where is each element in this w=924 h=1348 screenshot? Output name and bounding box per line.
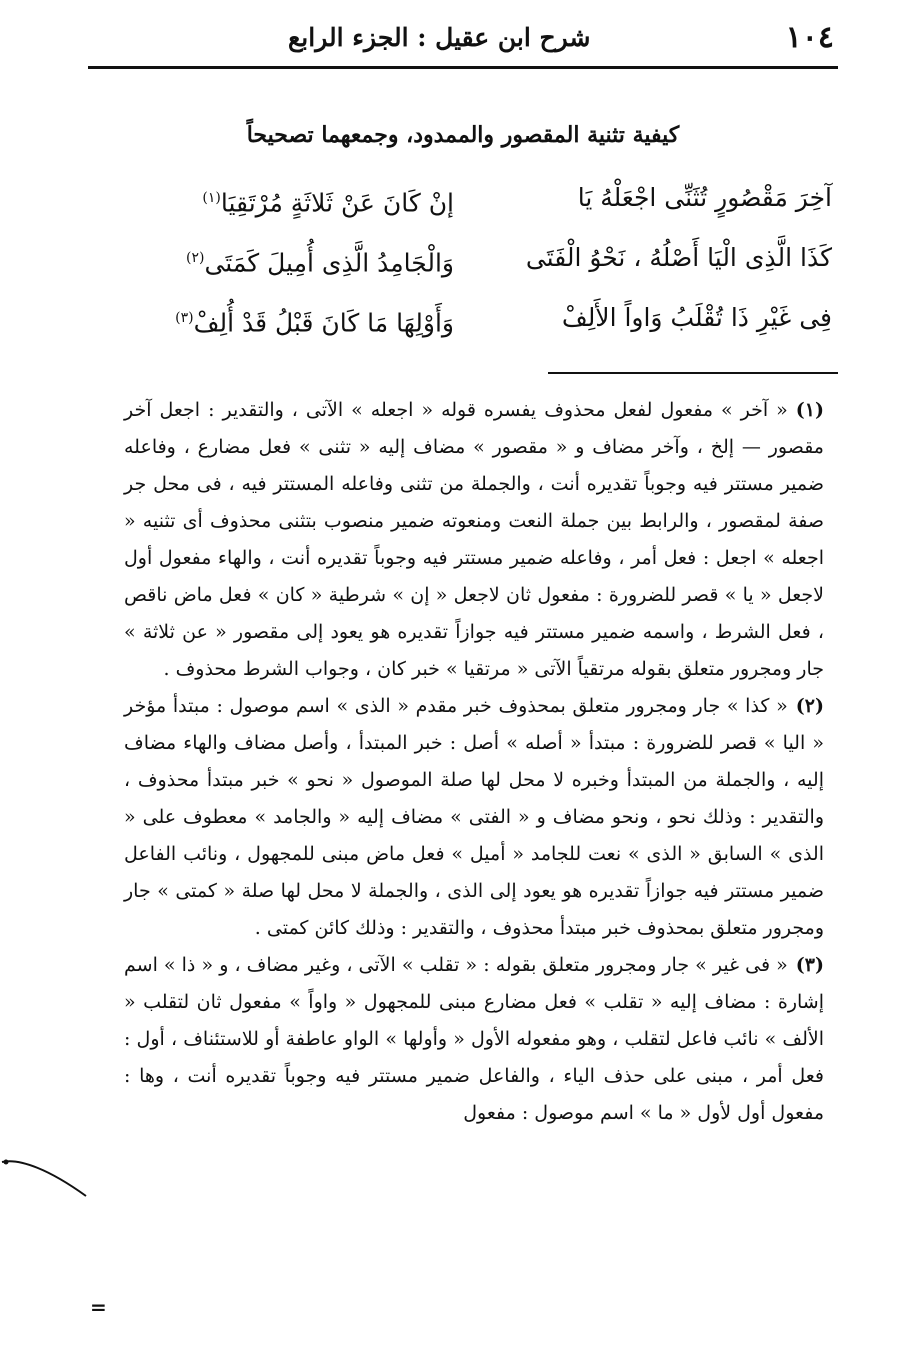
footnote-text: « آخر » مفعول لفعل محذوف يفسره قوله « اجعله » الآتى ، والتقدير : اجعل آخر مقصور — إلخ ، وآخر مضاف و « مقصور » مضاف إليه « تثنى » فعل مضارع ، وفاعله ضمير مستتر فيه وجوباً تقديره أنت ، والجملة من تثنى وفاعله المستتر فيه ، فى محل جر صفة لمقصور ، والرابط بين جملة النعت ومنعوته ضمير منصوب بتثنى محذوف أى تثنيه « اجعله » اجعل : فعل أمر ، وفاعله ضمير مستتر فيه وجوباً تقديره أنت ، والهاء مفعول أول لاجعل « يا » قصر للضرورة : مفعول ثان لاجعل « إن » شرطية « كان » فعل ماض ناقص ، فعل الشرط ، واسمه ضمير مستتر فيه جوازاً تقديره هو يعود إلى مقصور « عن ثلاثة » جار ومجرور متعلق بقوله مرتقياً الآتى « مرتقيا » خبر كان ، وجواب الشرط محذوف . <box>124 399 824 680</box>
footnote-reference[interactable]: (٣) <box>175 310 194 326</box>
verse-line <box>132 288 832 348</box>
footnote-reference[interactable]: (٢) <box>185 250 205 266</box>
verse-first-hemistich: فِى غَيْرِ ذَا تُقْلَبُ وَاواً الأَلِفْ <box>561 303 832 332</box>
footnote-text: « كذا » جار ومجرور متعلق بمحذوف خبر مقدم « الذى » اسم موصول : مبتدأ مؤخر « اليا » قصر للضرورة : مبتدأ « أصله » أصل : خبر المبتدأ ، وأصل مضاف والهاء مضاف إليه ، والجملة من المبتدأ وخبره لا محل لها صلة الموصول « نحو » خبر مبتدأ محذوف ، والتقدير : وذلك نحو ، ونحو مضاف و « الفتى » مضاف إليه « والجامد » معطوف على « الذى » السابق « الذى » نعت للجامد « أميل » فعل ماض مبنى للمجهول ، ونائب الفاعل ضمير مستتر فيه جوازاً تقديره هو يعود إلى الذى ، والجملة لا محل لها صلة « كمتى » جار ومجرور متعلق بمحذوف خبر مبتدأ محذوف ، والتقدير : وذلك كائن كمتى . <box>124 695 824 939</box>
footnote-marker: (٢) <box>795 695 824 717</box>
footnote <box>124 688 824 947</box>
verse-second-hemistich-text: إنْ كَانَ عَنْ ثَلاثَةٍ مُرْتَقِيَا <box>220 188 454 218</box>
footnote <box>124 392 824 688</box>
footnote <box>124 947 824 1132</box>
section-heading: كيفية تثنية المقصور والممدود، وجمعهما تصحيحاً <box>246 122 680 148</box>
verse-first-hemistich: كَذَا الَّذِى الْيَا أَصْلُهُ ، نَحْوُ الْفَتَى <box>525 243 832 272</box>
running-title: شرح ابن عقيل : الجزء الرابع <box>288 22 591 52</box>
margin-pen-stroke <box>0 1140 90 1200</box>
verse-second-hemistich-text: وَالْجَامِدُ الَّذِى أُمِيلَ كَمَتَى <box>204 248 454 278</box>
footnote-continuation-mark: = <box>90 1295 107 1319</box>
footnote-marker: (١) <box>795 399 824 421</box>
footnotes-separator <box>548 372 838 374</box>
footnotes <box>124 392 824 1132</box>
page-header <box>88 12 838 62</box>
footnote-text: « فى غير » جار ومجرور متعلق بقوله : « تقلب » الآتى ، وغير مضاف ، و « ذا » اسم إشارة : مضاف إليه « تقلب » فعل مضارع مبنى للمجهول « واواً » مفعول ثان لتقلب « الألف » نائب فاعل لتقلب ، وهو مفعوله الأول « وأولها » الواو عاطفة أو للاستئناف ، أول : فعل أمر ، مبنى على حذف الياء ، والفاعل ضمير مستتر فيه وجوباً تقديره أنت ، وها : مفعول أول لأول « ما » اسم موصول : مفعول <box>124 954 824 1124</box>
verse-second-hemistich <box>132 168 454 228</box>
verse-second-hemistich <box>132 288 454 348</box>
footnote-marker: (٣) <box>795 954 824 976</box>
verse-line <box>132 228 832 288</box>
page-number: ١٠٤ <box>785 19 834 55</box>
verse-block <box>132 168 832 348</box>
footnote-reference[interactable]: (١) <box>202 190 221 206</box>
verse-second-hemistich-text: وَأَوْلِهَا مَا كَانَ قَبْلُ قَدْ أُلِفْ <box>193 308 454 338</box>
header-rule <box>88 66 838 69</box>
verse-first-hemistich: آخِرَ مَقْصُورٍ تُثَنِّى اجْعَلْهُ يَا <box>577 183 832 212</box>
verse-second-hemistich <box>132 228 454 288</box>
verse-line <box>132 168 832 228</box>
